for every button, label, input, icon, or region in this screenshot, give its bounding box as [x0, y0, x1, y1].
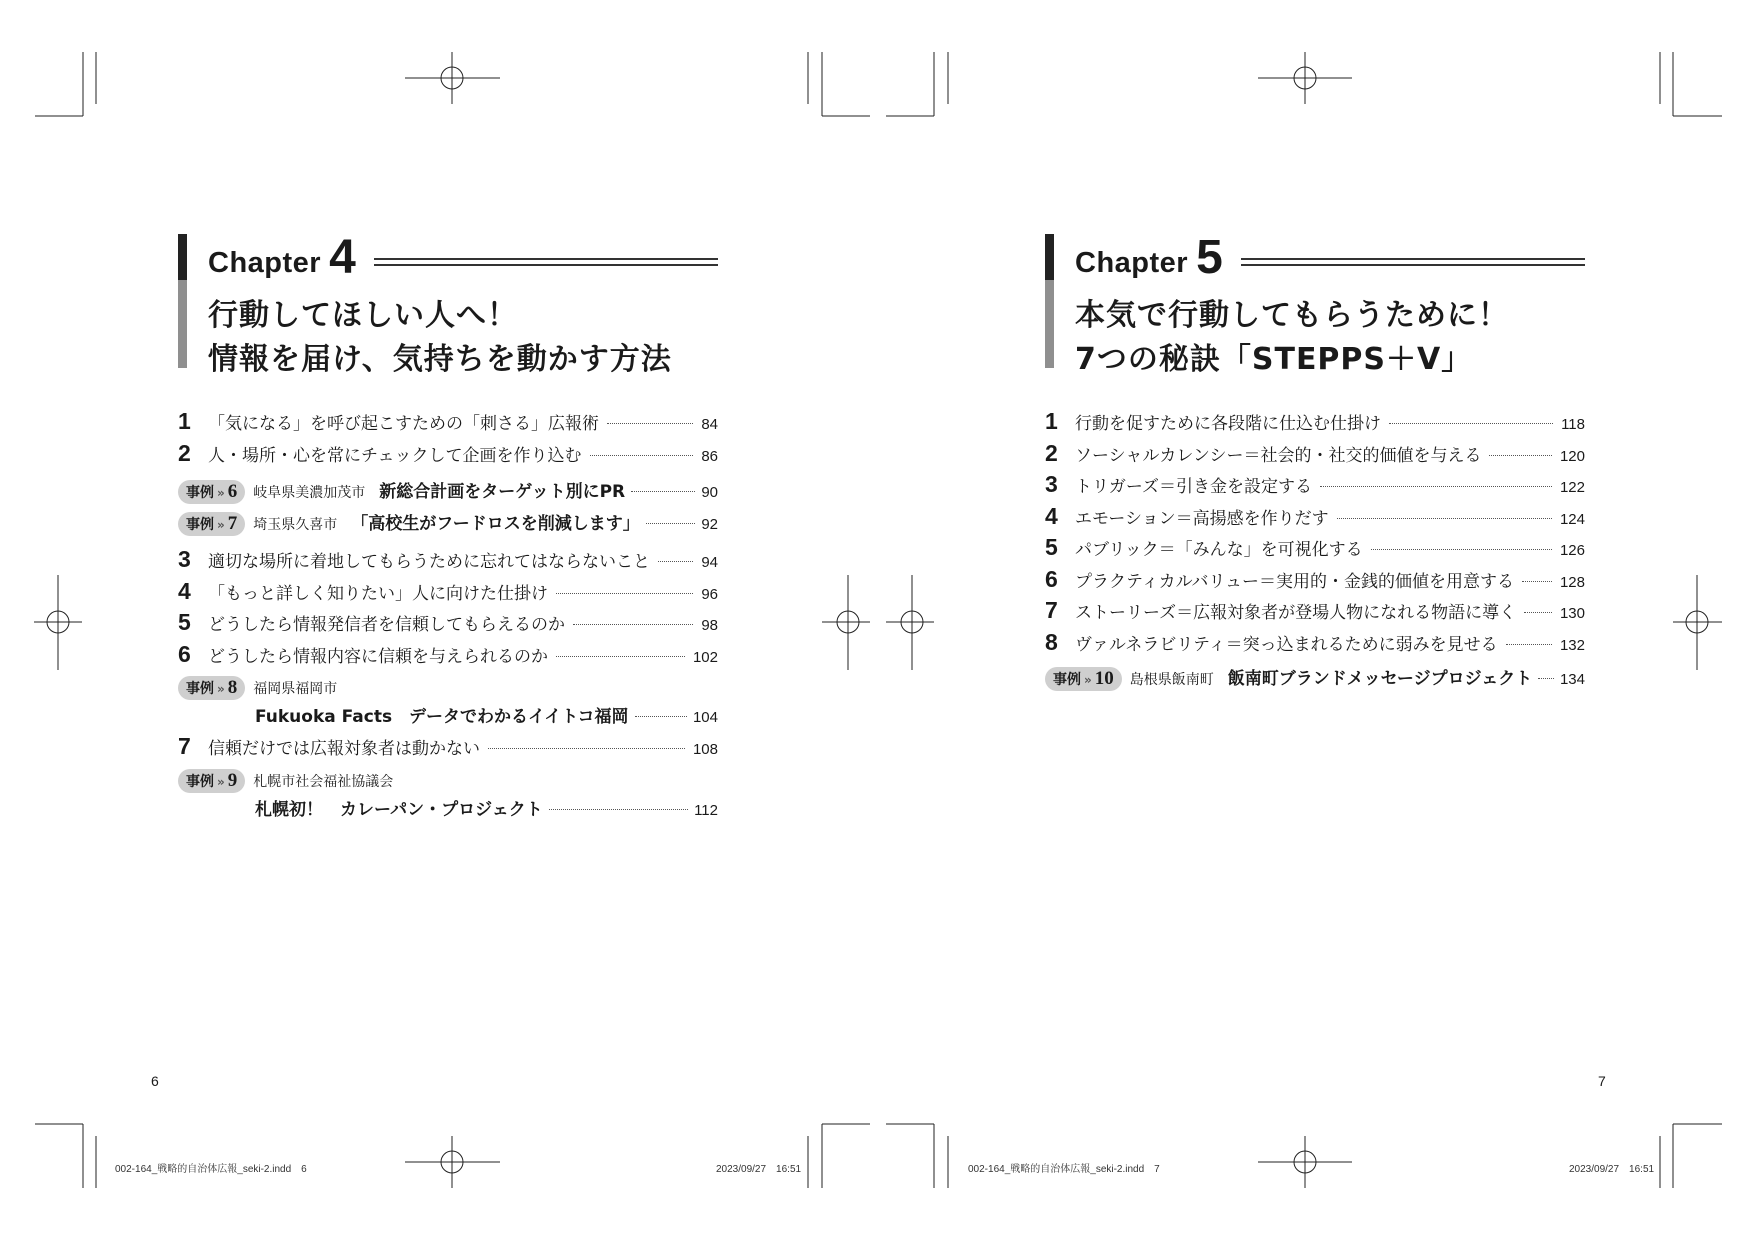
entry-page: 108	[692, 741, 718, 758]
entry-title: どうしたら情報内容に信頼を与えられるのか	[208, 646, 548, 667]
entry-number: 1	[1045, 408, 1058, 434]
case-entry[interactable]	[178, 477, 718, 509]
entry-number: 3	[178, 546, 191, 572]
entry-number: 7	[178, 733, 191, 759]
chapter-number: 4	[329, 231, 356, 284]
leader-dots	[635, 716, 687, 717]
page-number-left: 6	[151, 1073, 159, 1089]
chapter-bar-dark	[1045, 234, 1054, 280]
leader-dots	[1320, 486, 1552, 487]
toc-entry[interactable]	[1045, 440, 1585, 472]
chapter-4-toc	[178, 230, 718, 826]
slug-date-left: 2023/09/27 16:51	[716, 1164, 802, 1175]
entry-title: 「もっと詳しく知りたい」人に向けた仕掛け	[208, 583, 548, 604]
leader-dots	[1389, 423, 1553, 424]
case-badge: 事例 » 10	[1045, 667, 1122, 691]
toc-entry[interactable]	[178, 546, 718, 578]
chapter-bar-grey	[1045, 280, 1054, 368]
entry-title: どうしたら情報発信者を信頼してもらえるのか	[208, 615, 565, 635]
case-location: 埼玉県久喜市	[253, 516, 338, 533]
entry-page: 112	[694, 801, 718, 819]
leader-dots	[646, 523, 696, 524]
entry-title: 適切な場所に着地してもらうために忘れてはならないこと	[208, 552, 650, 572]
chapter-title-line2: 情報を届け、気持ちを動かす方法	[208, 342, 672, 377]
leader-dots	[488, 748, 685, 749]
chapter-number: 5	[1196, 231, 1223, 284]
entry-title: パブリック＝「みんな」を可視化する	[1075, 540, 1363, 560]
chapter-title-line1: 本気で行動してもらうために！	[1075, 298, 1509, 333]
case-badge: 事例 » 7	[178, 512, 245, 536]
chapter-title	[1075, 294, 1585, 382]
entry-number: 3	[1045, 471, 1058, 497]
toc-entry[interactable]	[1045, 566, 1585, 598]
toc-entry[interactable]	[1045, 408, 1585, 440]
case-badge: 事例 » 9	[178, 769, 245, 793]
entry-title: ヴァルネラビリティ＝突っ込まれるために弱みを見せる	[1075, 634, 1498, 655]
entry-title: 行動を促すために各段階に仕込む仕掛け	[1075, 414, 1381, 434]
toc-entry[interactable]	[1045, 629, 1585, 661]
entry-page: 128	[1559, 573, 1585, 591]
entry-number: 4	[178, 577, 191, 604]
toc-entry[interactable]	[178, 408, 718, 440]
entry-page: 120	[1559, 447, 1585, 465]
entry-page: 86	[701, 447, 718, 465]
page-number-right: 7	[1598, 1073, 1606, 1089]
entry-number: 6	[178, 640, 191, 667]
toc-entry[interactable]	[178, 733, 718, 765]
case-entry[interactable]	[178, 769, 718, 826]
leader-dots	[1538, 678, 1554, 679]
toc-entry[interactable]	[1045, 471, 1585, 503]
entry-page: 118	[1561, 416, 1585, 433]
leader-dots	[549, 809, 688, 810]
case-title: 「高校生がフードロスを削減します」	[351, 513, 640, 534]
case-title: 新総合計画をターゲット別にPR	[379, 482, 626, 502]
entry-title: トリガーズ＝引き金を設定する	[1075, 477, 1312, 497]
leader-dots	[1524, 612, 1552, 613]
toc-list	[178, 408, 718, 826]
chapter-title	[208, 294, 718, 382]
leader-dots	[556, 656, 685, 657]
entry-title: ストーリーズ＝広報対象者が登場人物になれる物語に導く	[1075, 603, 1517, 623]
entry-page: 92	[701, 515, 718, 533]
toc-entry[interactable]	[1045, 503, 1585, 535]
entry-title: ソーシャルカレンシー＝社会的・社交的価値を与える	[1075, 445, 1482, 466]
leader-dots	[1371, 549, 1552, 550]
toc-list	[1045, 408, 1585, 696]
slug-file-left: 002-164_戦略的自治体広報_seki-2.indd 6	[115, 1164, 307, 1175]
chapter-title-line1: 行動してほしい人へ！	[208, 298, 518, 333]
case-location: 札幌市社会福祉協議会	[253, 773, 394, 790]
entry-page: 126	[1559, 542, 1585, 559]
leader-dots	[590, 455, 694, 456]
leader-dots	[1506, 644, 1552, 645]
chapter-label: Chapter	[208, 247, 322, 279]
entry-page: 94	[701, 554, 718, 571]
entry-number: 7	[1045, 597, 1058, 623]
toc-entry[interactable]	[178, 609, 718, 641]
chapter-5-header	[1045, 230, 1585, 382]
toc-entry[interactable]	[1045, 534, 1585, 566]
entry-page: 90	[701, 484, 718, 501]
leader-dots	[573, 624, 693, 625]
entry-page: 104	[692, 709, 718, 726]
leader-dots	[1489, 455, 1551, 456]
case-location: 島根県飯南町	[1129, 672, 1214, 688]
chapter-rule	[1241, 258, 1585, 266]
leader-dots	[658, 561, 693, 562]
entry-page: 102	[692, 648, 718, 666]
entry-page: 98	[701, 617, 718, 634]
case-entry[interactable]	[1045, 664, 1585, 696]
entry-title: エモーション＝高揚感を作りだす	[1075, 508, 1329, 529]
entry-page: 134	[1559, 671, 1585, 688]
entry-page: 132	[1559, 636, 1585, 654]
entry-page: 84	[701, 416, 718, 433]
entry-number: 8	[1045, 628, 1058, 655]
entry-number: 2	[1045, 439, 1058, 466]
toc-entry[interactable]	[1045, 597, 1585, 629]
entry-title: プラクティカルバリュー＝実用的・金銭的価値を用意する	[1075, 571, 1514, 592]
entry-number: 5	[1045, 534, 1058, 560]
entry-page: 122	[1559, 479, 1585, 496]
entry-page: 124	[1559, 510, 1585, 528]
entry-number: 1	[178, 408, 191, 434]
chapter-title-line2: 7つの秘訣「STEPPS＋V」	[1075, 342, 1473, 377]
leader-dots	[631, 491, 695, 492]
slug-file-right: 002-164_戦略的自治体広報_seki-2.indd 7	[968, 1164, 1160, 1175]
toc-entry[interactable]	[178, 641, 718, 673]
leader-dots	[607, 423, 693, 424]
entry-title: 信頼だけでは広報対象者は動かない	[208, 739, 480, 759]
case-badge: 事例 » 6	[178, 480, 245, 504]
chapter-label: Chapter	[1075, 247, 1189, 279]
chapter-5-toc	[1045, 230, 1585, 696]
leader-dots	[1337, 518, 1552, 519]
case-title: Fukuoka Facts データでわかるイイトコ福岡	[255, 707, 629, 727]
chapter-4-header	[178, 230, 718, 382]
chapter-bar-grey	[178, 280, 187, 368]
entry-number: 2	[178, 439, 191, 466]
entry-page: 96	[701, 585, 718, 603]
case-title: 札幌初！ カレーパン・プロジェクト	[255, 799, 543, 820]
case-entry[interactable]	[178, 509, 718, 541]
case-location: 福岡県福岡市	[253, 681, 338, 697]
case-location: 岐阜県美濃加茂市	[253, 485, 366, 501]
case-title: 飯南町ブランドメッセージプロジェクト	[1227, 669, 1533, 689]
chapter-rule	[374, 258, 718, 266]
toc-entry[interactable]	[178, 440, 718, 472]
entry-number: 6	[1045, 565, 1058, 592]
entry-number: 5	[178, 609, 191, 635]
entry-title: 人・場所・心を常にチェックして企画を作り込む	[208, 445, 582, 466]
leader-dots	[1522, 581, 1552, 582]
chapter-bar-dark	[178, 234, 187, 280]
case-entry[interactable]	[178, 676, 718, 733]
leader-dots	[556, 593, 693, 594]
entry-page: 130	[1559, 605, 1585, 622]
entry-title: 「気になる」を呼び起こすための「刺さる」広報術	[208, 414, 599, 434]
entry-number: 4	[1045, 502, 1058, 529]
case-badge: 事例 » 8	[178, 676, 245, 700]
slug-date-right: 2023/09/27 16:51	[1569, 1164, 1655, 1175]
toc-entry[interactable]	[178, 578, 718, 610]
